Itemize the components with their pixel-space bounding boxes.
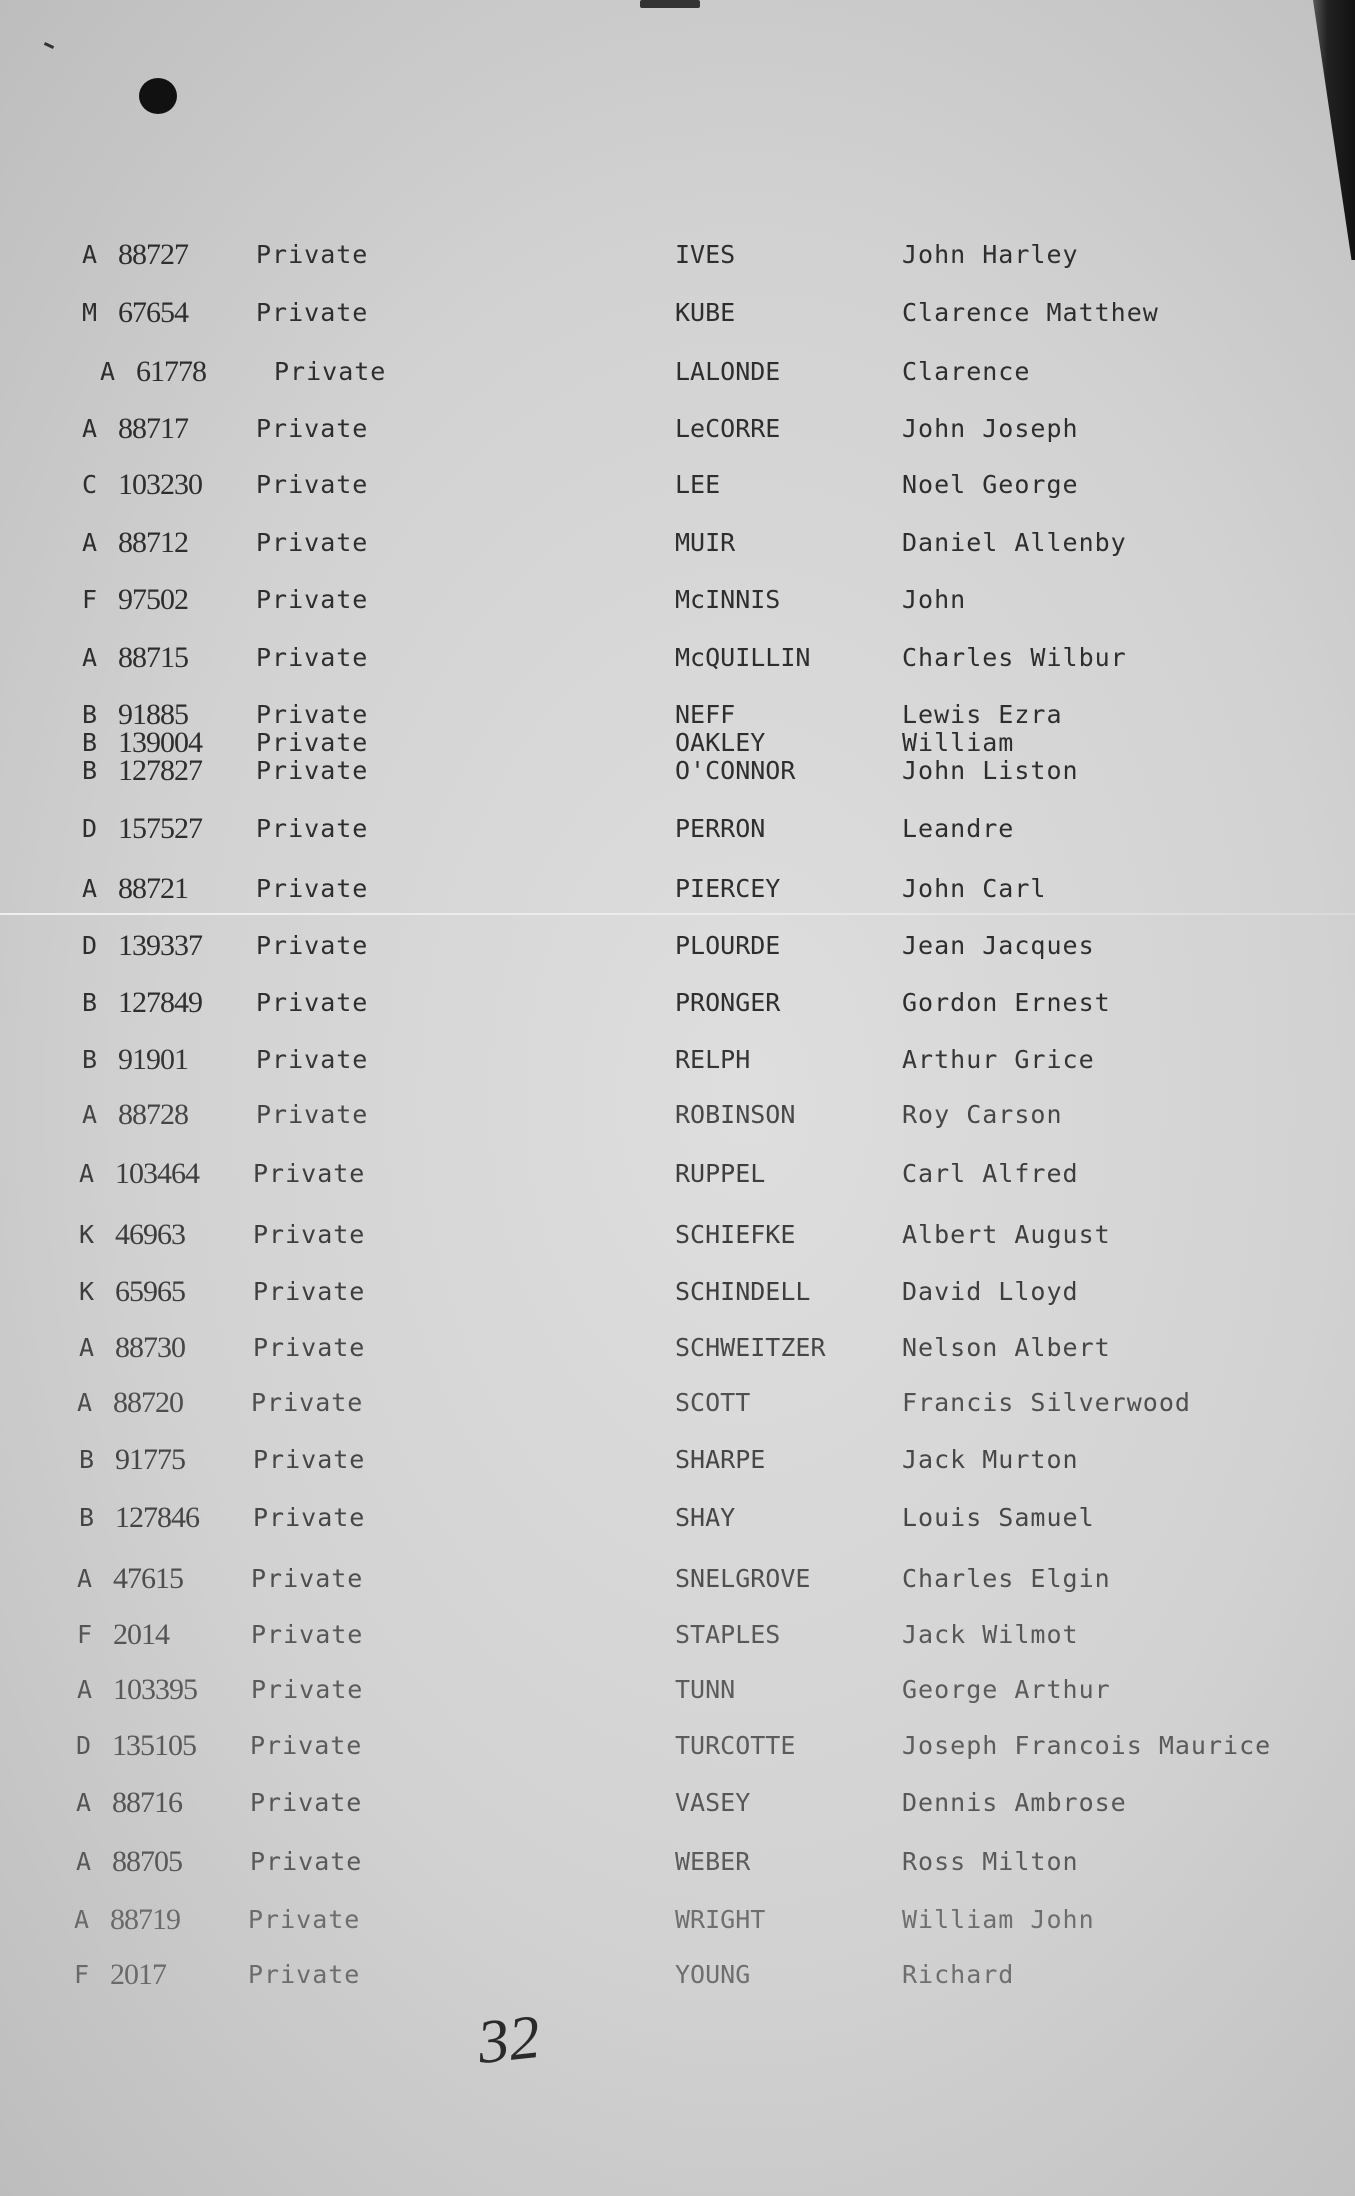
- given-names: Richard: [902, 1960, 1015, 1989]
- roster-row: [0, 643, 1355, 673]
- given-names: John: [902, 585, 967, 614]
- given-names: Leandre: [902, 814, 1015, 843]
- surname: McQUILLIN: [675, 643, 811, 672]
- rank: Private: [256, 700, 369, 729]
- given-names: Nelson Albert: [902, 1333, 1111, 1362]
- given-names: Roy Carson: [902, 1100, 1063, 1129]
- rank: Private: [248, 1960, 361, 1989]
- surname: McINNIS: [675, 585, 781, 614]
- rank: Private: [251, 1675, 364, 1704]
- rank: Private: [256, 528, 369, 557]
- service-number: 139337: [118, 929, 202, 962]
- handwritten-page-number: 32: [474, 2002, 544, 2078]
- service-number: 127846: [115, 1501, 199, 1534]
- roster-row: [0, 1675, 1355, 1705]
- given-names: Louis Samuel: [902, 1503, 1095, 1532]
- roster-row: [0, 1788, 1355, 1818]
- service-prefix: A: [82, 240, 98, 269]
- rank: Private: [253, 1503, 366, 1532]
- service-number: 88716: [112, 1786, 182, 1819]
- service-prefix: F: [82, 585, 98, 614]
- surname: WRIGHT: [675, 1905, 766, 1934]
- rank: Private: [251, 1388, 364, 1417]
- rank: Private: [256, 814, 369, 843]
- surname: SCHWEITZER: [675, 1333, 826, 1362]
- service-prefix: B: [82, 756, 98, 785]
- service-number: 2014: [113, 1618, 169, 1651]
- rank: Private: [256, 414, 369, 443]
- roster-row: [0, 585, 1355, 615]
- rank: Private: [250, 1847, 363, 1876]
- service-prefix: B: [79, 1503, 95, 1532]
- roster-row: [0, 240, 1355, 270]
- service-prefix: K: [79, 1220, 95, 1249]
- roster-row: [0, 988, 1355, 1018]
- surname: PIERCEY: [675, 874, 781, 903]
- ink-blot: [139, 78, 177, 114]
- rank: Private: [256, 931, 369, 960]
- service-prefix: A: [76, 1847, 92, 1876]
- scan-dark-edge: [1285, 0, 1355, 260]
- rank: Private: [248, 1905, 361, 1934]
- service-number: 135105: [112, 1729, 196, 1762]
- service-number: 88715: [118, 641, 188, 674]
- surname: PERRON: [675, 814, 766, 843]
- roster-row: [0, 1847, 1355, 1877]
- service-number: 127827: [118, 754, 202, 787]
- rank: Private: [250, 1731, 363, 1760]
- roster-row: [0, 1333, 1355, 1363]
- service-number: 103395: [113, 1673, 197, 1706]
- given-names: Gordon Ernest: [902, 988, 1111, 1017]
- surname: TURCOTTE: [675, 1731, 796, 1760]
- roster-row: [0, 1503, 1355, 1533]
- given-names: Francis Silverwood: [902, 1388, 1191, 1417]
- top-edge-mark: [640, 0, 700, 8]
- service-number: 88721: [118, 872, 188, 905]
- service-number: 97502: [118, 583, 188, 616]
- given-names: Albert August: [902, 1220, 1111, 1249]
- service-number: 91775: [115, 1443, 185, 1476]
- roster-row: [0, 1445, 1355, 1475]
- surname: SNELGROVE: [675, 1564, 811, 1593]
- roster-row: [0, 700, 1355, 730]
- given-names: Charles Elgin: [902, 1564, 1111, 1593]
- service-prefix: A: [74, 1905, 90, 1934]
- surname: RUPPEL: [675, 1159, 766, 1188]
- service-number: 67654: [118, 296, 188, 329]
- service-number: 103230: [118, 468, 202, 501]
- service-number: 65965: [115, 1275, 185, 1308]
- surname: SHARPE: [675, 1445, 766, 1474]
- service-prefix: B: [82, 700, 98, 729]
- given-names: Arthur Grice: [902, 1045, 1095, 1074]
- surname: NEFF: [675, 700, 736, 729]
- rank: Private: [250, 1788, 363, 1817]
- service-prefix: A: [77, 1388, 93, 1417]
- rank: Private: [256, 298, 369, 327]
- service-number: 46963: [115, 1218, 185, 1251]
- service-prefix: K: [79, 1277, 95, 1306]
- roster-row: [0, 1564, 1355, 1594]
- service-number: 88730: [115, 1331, 185, 1364]
- service-prefix: D: [82, 814, 98, 843]
- service-number: 139004: [118, 726, 202, 759]
- service-prefix: A: [79, 1159, 95, 1188]
- roster-row: [0, 1045, 1355, 1075]
- service-number: 127849: [118, 986, 202, 1019]
- given-names: John Joseph: [902, 414, 1079, 443]
- surname: RELPH: [675, 1045, 751, 1074]
- rank: Private: [256, 756, 369, 785]
- service-number: 91901: [118, 1043, 188, 1076]
- given-names: Daniel Allenby: [902, 528, 1127, 557]
- service-prefix: B: [82, 988, 98, 1017]
- roster-row: [0, 1100, 1355, 1130]
- roster-row: [0, 1960, 1355, 1990]
- service-number: 91885: [118, 698, 188, 731]
- given-names: Lewis Ezra: [902, 700, 1063, 729]
- surname: OAKLEY: [675, 728, 766, 757]
- rank: Private: [256, 1045, 369, 1074]
- surname: SHAY: [675, 1503, 736, 1532]
- rank: Private: [256, 988, 369, 1017]
- surname: VASEY: [675, 1788, 751, 1817]
- service-prefix: A: [76, 1788, 92, 1817]
- service-prefix: A: [79, 1333, 95, 1362]
- service-number: 88705: [112, 1845, 182, 1878]
- service-prefix: F: [74, 1960, 90, 1989]
- service-prefix: A: [82, 528, 98, 557]
- given-names: Carl Alfred: [902, 1159, 1079, 1188]
- roster-row: [0, 414, 1355, 444]
- pen-tick-mark: [44, 42, 54, 49]
- rank: Private: [253, 1220, 366, 1249]
- roster-row: [0, 528, 1355, 558]
- given-names: Charles Wilbur: [902, 643, 1127, 672]
- given-names: Clarence: [902, 357, 1031, 386]
- given-names: Noel George: [902, 470, 1079, 499]
- surname: SCHINDELL: [675, 1277, 811, 1306]
- surname: PLOURDE: [675, 931, 781, 960]
- given-names: John Liston: [902, 756, 1079, 785]
- service-prefix: A: [82, 1100, 98, 1129]
- rank: Private: [253, 1333, 366, 1362]
- roster-row: [0, 1277, 1355, 1307]
- roster-row: [0, 1159, 1355, 1189]
- service-prefix: A: [82, 874, 98, 903]
- given-names: John Carl: [902, 874, 1047, 903]
- surname: O'CONNOR: [675, 756, 796, 785]
- given-names: David Lloyd: [902, 1277, 1079, 1306]
- service-prefix: A: [100, 357, 116, 386]
- service-number: 47615: [113, 1562, 183, 1595]
- surname: PRONGER: [675, 988, 781, 1017]
- surname: LEE: [675, 470, 721, 499]
- rank: Private: [253, 1445, 366, 1474]
- surname: TUNN: [675, 1675, 736, 1704]
- rank: Private: [256, 874, 369, 903]
- service-number: 88727: [118, 238, 188, 271]
- given-names: John Harley: [902, 240, 1079, 269]
- rank: Private: [256, 470, 369, 499]
- service-prefix: B: [79, 1445, 95, 1474]
- rank: Private: [274, 357, 387, 386]
- roster-row: [0, 874, 1355, 904]
- surname: WEBER: [675, 1847, 751, 1876]
- rank: Private: [256, 1100, 369, 1129]
- service-prefix: B: [82, 728, 98, 757]
- roster-row: [0, 814, 1355, 844]
- roster-row: [0, 728, 1355, 758]
- given-names: Jack Wilmot: [902, 1620, 1079, 1649]
- rank: Private: [256, 728, 369, 757]
- surname: KUBE: [675, 298, 736, 327]
- service-prefix: D: [82, 931, 98, 960]
- fold-line: [0, 913, 1355, 915]
- service-number: 88719: [110, 1903, 180, 1936]
- surname: MUIR: [675, 528, 736, 557]
- rank: Private: [256, 240, 369, 269]
- roster-row: [0, 298, 1355, 328]
- surname: LeCORRE: [675, 414, 781, 443]
- service-number: 88712: [118, 526, 188, 559]
- roster-row: [0, 357, 1355, 387]
- given-names: William: [902, 728, 1015, 757]
- surname: ROBINSON: [675, 1100, 796, 1129]
- roster-row: [0, 756, 1355, 786]
- service-number: 88717: [118, 412, 188, 445]
- surname: IVES: [675, 240, 736, 269]
- service-prefix: B: [82, 1045, 98, 1074]
- service-number: 88720: [113, 1386, 183, 1419]
- service-number: 2017: [110, 1958, 166, 1991]
- given-names: Jean Jacques: [902, 931, 1095, 960]
- roster-row: [0, 1731, 1355, 1761]
- roster-row: [0, 1388, 1355, 1418]
- service-number: 157527: [118, 812, 202, 845]
- rank: Private: [251, 1620, 364, 1649]
- roster-row: [0, 1620, 1355, 1650]
- given-names: Dennis Ambrose: [902, 1788, 1127, 1817]
- surname: SCHIEFKE: [675, 1220, 796, 1249]
- surname: SCOTT: [675, 1388, 751, 1417]
- service-prefix: F: [77, 1620, 93, 1649]
- given-names: Jack Murton: [902, 1445, 1079, 1474]
- given-names: Joseph Francois Maurice: [902, 1731, 1272, 1760]
- service-prefix: C: [82, 470, 98, 499]
- service-number: 61778: [136, 355, 206, 388]
- service-prefix: D: [76, 1731, 92, 1760]
- given-names: Ross Milton: [902, 1847, 1079, 1876]
- given-names: George Arthur: [902, 1675, 1111, 1704]
- service-prefix: A: [82, 414, 98, 443]
- service-number: 103464: [115, 1157, 199, 1190]
- rank: Private: [256, 643, 369, 672]
- surname: YOUNG: [675, 1960, 751, 1989]
- service-number: 88728: [118, 1098, 188, 1131]
- roster-row: [0, 1905, 1355, 1935]
- rank: Private: [253, 1159, 366, 1188]
- surname: LALONDE: [675, 357, 781, 386]
- roster-row: [0, 931, 1355, 961]
- service-prefix: A: [82, 643, 98, 672]
- rank: Private: [253, 1277, 366, 1306]
- given-names: William John: [902, 1905, 1095, 1934]
- service-prefix: A: [77, 1564, 93, 1593]
- service-prefix: A: [77, 1675, 93, 1704]
- service-prefix: M: [82, 298, 98, 327]
- rank: Private: [251, 1564, 364, 1593]
- rank: Private: [256, 585, 369, 614]
- roster-row: [0, 470, 1355, 500]
- given-names: Clarence Matthew: [902, 298, 1159, 327]
- roster-row: [0, 1220, 1355, 1250]
- surname: STAPLES: [675, 1620, 781, 1649]
